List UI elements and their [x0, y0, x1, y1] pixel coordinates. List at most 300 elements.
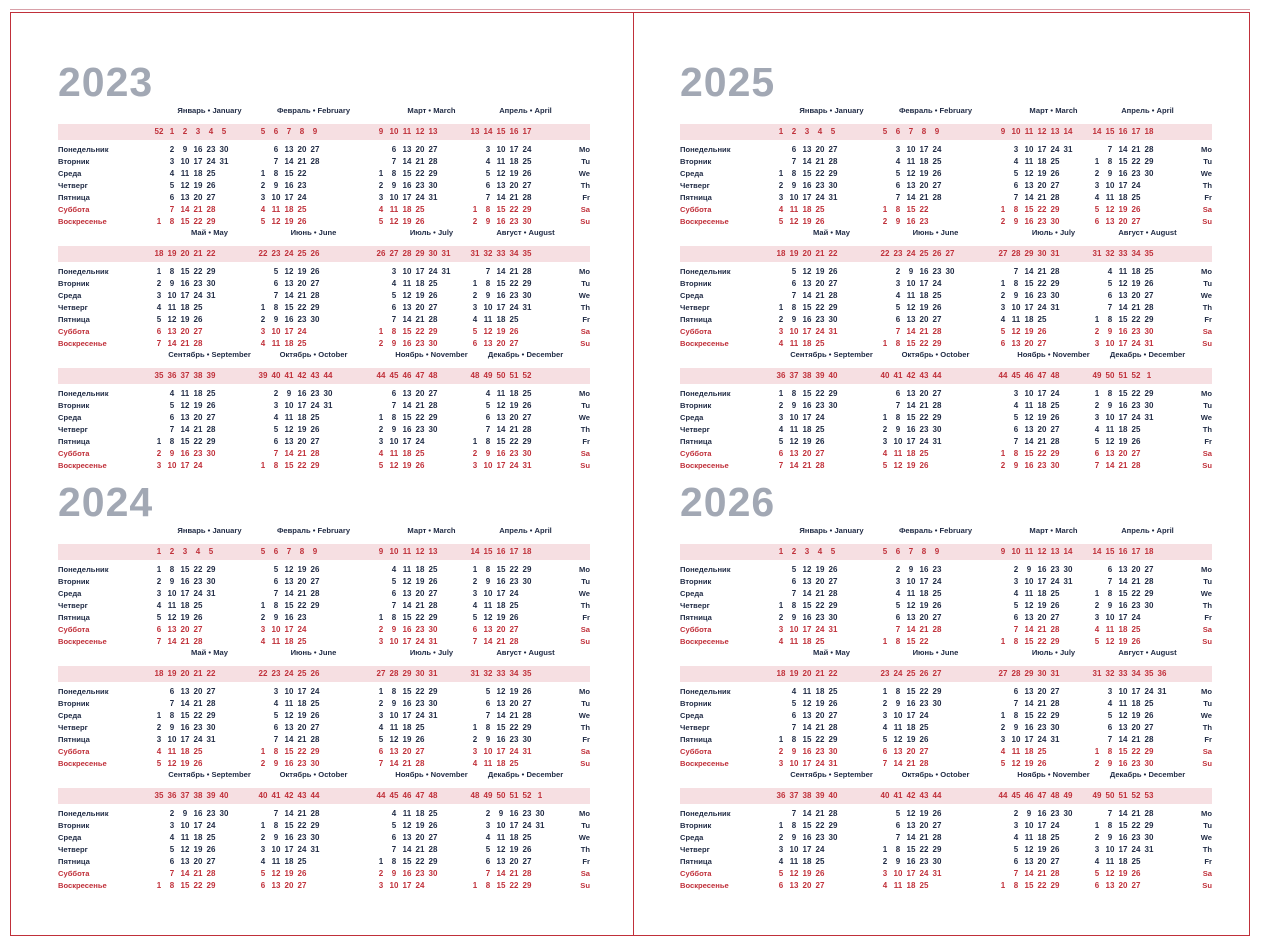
month-title: Октябрь • October: [901, 350, 970, 359]
day-cell: 29: [828, 169, 838, 178]
day-cell: 29: [522, 723, 532, 732]
day-cell: 11: [496, 389, 506, 398]
week-number: 1: [169, 127, 175, 136]
day-cell: 21: [919, 327, 929, 336]
day-cell: 29: [932, 339, 942, 348]
week-number: 38: [802, 791, 812, 800]
day-cell: 27: [522, 857, 532, 866]
week-number: 26: [376, 249, 386, 258]
day-cell: 3: [1094, 613, 1100, 622]
day-cell: 17: [402, 881, 412, 890]
day-cell: 20: [1024, 339, 1034, 348]
day-cell: 2: [378, 869, 384, 878]
day-cell: 21: [1131, 809, 1141, 818]
day-cell: 23: [509, 577, 519, 586]
weekday-abbr: Mo: [579, 565, 590, 574]
day-cell: 22: [1131, 821, 1141, 830]
day-cell: 26: [1050, 601, 1060, 610]
day-cell: 24: [1050, 577, 1060, 586]
weekday-abbr: Sa: [580, 449, 590, 458]
day-cell: 24: [509, 747, 519, 756]
day-cell: 18: [193, 389, 203, 398]
day-cell: 22: [297, 747, 307, 756]
day-cell: 26: [1131, 205, 1141, 214]
day-cell: 4: [882, 449, 888, 458]
day-cell: 18: [1118, 193, 1128, 202]
week-number: 28: [1011, 669, 1021, 678]
week-number: 44: [998, 791, 1008, 800]
week-numbers: [153, 124, 266, 140]
day-cell: 21: [297, 589, 307, 598]
day-cell: 22: [509, 205, 519, 214]
day-cell: 17: [180, 735, 190, 744]
year-block-2024: [58, 480, 593, 900]
day-cell: 6: [895, 821, 901, 830]
day-cell: 16: [193, 809, 203, 818]
day-cell: 25: [297, 339, 307, 348]
day-cell: 20: [509, 857, 519, 866]
day-cell: 16: [802, 181, 812, 190]
day-cell: 29: [310, 461, 320, 470]
day-cell: 1: [1000, 449, 1006, 458]
day-cell: 24: [310, 401, 320, 410]
day-cell: 10: [1011, 303, 1021, 312]
day-cell: 30: [1144, 833, 1154, 842]
day-cell: 17: [1118, 845, 1128, 854]
day-cell: 2: [1000, 217, 1006, 226]
week-number: 21: [815, 249, 825, 258]
day-cell: 18: [509, 157, 519, 166]
day-cell: 10: [389, 881, 399, 890]
day-cell: 15: [496, 205, 506, 214]
day-cell: 16: [919, 565, 929, 574]
week-number: 24: [893, 669, 903, 678]
day-cell: 14: [802, 589, 812, 598]
day-cell: 30: [522, 291, 532, 300]
day-cell: 26: [1050, 169, 1060, 178]
day-cell: 29: [1050, 279, 1060, 288]
day-cell: 6: [169, 687, 175, 696]
day-cell: 22: [509, 565, 519, 574]
week-number: 31: [428, 669, 438, 678]
day-cell: 12: [893, 735, 903, 744]
day-cell: 30: [1063, 809, 1073, 818]
week-number: 40: [828, 371, 838, 380]
weekday-label: Суббота: [58, 449, 90, 458]
day-cell: 8: [1107, 157, 1113, 166]
day-cell: 31: [441, 267, 451, 276]
day-cell: 28: [522, 267, 532, 276]
day-cell: 1: [1094, 389, 1100, 398]
day-cell: 30: [206, 723, 216, 732]
day-cell: 6: [1107, 565, 1113, 574]
day-cell: 18: [802, 857, 812, 866]
day-cell: 2: [882, 425, 888, 434]
day-cell: 19: [180, 315, 190, 324]
day-cell: 23: [509, 735, 519, 744]
day-cell: 14: [496, 267, 506, 276]
day-cell: 28: [415, 759, 425, 768]
day-cell: 7: [169, 205, 175, 214]
day-cell: 25: [193, 303, 203, 312]
day-cell: 24: [415, 711, 425, 720]
day-cell: 12: [789, 437, 799, 446]
day-cell: 31: [206, 291, 216, 300]
week-numbers: [775, 544, 888, 560]
day-cell: 11: [483, 759, 493, 768]
weekday-label: Среда: [680, 169, 704, 178]
day-cell: 5: [791, 267, 797, 276]
day-cell: 14: [402, 157, 412, 166]
day-cell: 2: [1013, 565, 1019, 574]
day-cell: 18: [906, 881, 916, 890]
day-cell: 29: [522, 279, 532, 288]
day-cell: 10: [402, 267, 412, 276]
day-cell: 10: [483, 303, 493, 312]
day-cell: 17: [1118, 339, 1128, 348]
day-cell: 19: [919, 169, 929, 178]
day-cell: 17: [284, 845, 294, 854]
week-number: 17: [1131, 547, 1141, 556]
week-number: 14: [1092, 127, 1102, 136]
week-number: 6: [273, 547, 279, 556]
day-cell: 1: [156, 881, 162, 890]
day-cell: 24: [193, 589, 203, 598]
day-cell: 31: [932, 869, 942, 878]
day-cell: 6: [1013, 857, 1019, 866]
weekday-abbr: Tu: [581, 577, 590, 586]
day-cell: 5: [1013, 413, 1019, 422]
day-cell: 13: [906, 821, 916, 830]
week-number: 19: [167, 669, 177, 678]
week-numbers: [1091, 368, 1204, 384]
day-cell: 5: [791, 565, 797, 574]
day-cell: 29: [1050, 205, 1060, 214]
day-cell: 13: [1024, 425, 1034, 434]
day-cell: 16: [496, 735, 506, 744]
day-cell: 18: [919, 157, 929, 166]
day-cell: 13: [1118, 291, 1128, 300]
day-cell: 17: [284, 193, 294, 202]
day-cell: 18: [180, 601, 190, 610]
weekday-labels-en: [558, 686, 590, 770]
day-cell: 20: [402, 747, 412, 756]
weekday-label: Пятница: [680, 613, 712, 622]
weekday-label: Понедельник: [680, 389, 731, 398]
day-cell: 9: [1107, 169, 1113, 178]
weekday-abbr: We: [1200, 413, 1212, 422]
week-number: 5: [882, 547, 888, 556]
day-cell: 18: [906, 723, 916, 732]
day-cell: 17: [415, 267, 425, 276]
month-title: Август • August: [496, 228, 555, 237]
day-cell: 17: [180, 461, 190, 470]
day-cell: 4: [1094, 625, 1100, 634]
day-cell: 10: [1011, 735, 1021, 744]
day-cell: 21: [815, 809, 825, 818]
day-cell: 6: [391, 389, 397, 398]
month-title: Февраль • February: [898, 526, 973, 535]
day-cell: 10: [1105, 339, 1115, 348]
weekday-label: Пятница: [680, 193, 712, 202]
week-number: 10: [389, 127, 399, 136]
day-cell: 12: [802, 699, 812, 708]
day-cell: 27: [428, 389, 438, 398]
day-cell: 17: [802, 327, 812, 336]
day-cell: 19: [919, 601, 929, 610]
day-cell: 8: [391, 857, 397, 866]
day-cell: 15: [496, 723, 506, 732]
week-number: 49: [1063, 791, 1073, 800]
day-cell: 18: [1118, 625, 1128, 634]
day-cell: 12: [167, 315, 177, 324]
year-block-2025: [680, 60, 1215, 480]
day-cell: 21: [509, 711, 519, 720]
day-cell: 6: [895, 613, 901, 622]
day-cell: 8: [1013, 711, 1019, 720]
day-cell: 20: [919, 181, 929, 190]
day-cell: 5: [391, 577, 397, 586]
day-cell: 23: [297, 613, 307, 622]
day-cell: 19: [402, 461, 412, 470]
weekday-label: Среда: [680, 833, 704, 842]
day-cell: 13: [802, 711, 812, 720]
month-title: Апрель • April: [499, 526, 552, 535]
day-cell: 25: [310, 413, 320, 422]
day-cell: 11: [906, 291, 916, 300]
day-cell: 19: [1037, 413, 1047, 422]
day-cell: 14: [180, 869, 190, 878]
day-cell: 29: [932, 687, 942, 696]
week-numbers: [153, 666, 266, 682]
day-cell: 12: [1105, 205, 1115, 214]
day-cell: 27: [428, 589, 438, 598]
day-cell: 30: [428, 869, 438, 878]
day-cell: 24: [919, 869, 929, 878]
day-cell: 19: [1118, 637, 1128, 646]
day-cell: 8: [391, 687, 397, 696]
day-cell: 14: [167, 637, 177, 646]
day-cell: 27: [1144, 291, 1154, 300]
day-cell: 4: [378, 723, 384, 732]
day-cell: 11: [893, 449, 903, 458]
day-cell: 15: [802, 735, 812, 744]
day-cell: 15: [1024, 711, 1034, 720]
day-cell: 2: [472, 577, 478, 586]
week-number: 9: [312, 127, 318, 136]
week-number: 27: [945, 249, 955, 258]
year-title: 2023: [58, 59, 154, 105]
day-cell: 9: [1107, 833, 1113, 842]
week-number: 23: [880, 669, 890, 678]
week-number: 21: [193, 249, 203, 258]
day-cell: 21: [415, 157, 425, 166]
day-cell: 16: [180, 577, 190, 586]
day-cell: 1: [1000, 205, 1006, 214]
week-numbers: [879, 666, 992, 682]
day-cell: 10: [789, 413, 799, 422]
day-cell: 15: [1118, 157, 1128, 166]
weekday-labels-ru: [58, 686, 109, 770]
day-cell: 28: [522, 193, 532, 202]
day-cell: 25: [193, 601, 203, 610]
day-cell: 14: [496, 193, 506, 202]
day-cell: 14: [1118, 809, 1128, 818]
day-cell: 2: [378, 181, 384, 190]
day-cell: 9: [485, 577, 491, 586]
day-cell: 23: [932, 267, 942, 276]
day-cell: 24: [919, 711, 929, 720]
month-title: Сентябрь • September: [168, 770, 251, 779]
day-cell: 24: [206, 157, 216, 166]
week-number: 26: [310, 669, 320, 678]
day-cell: 27: [1050, 857, 1060, 866]
week-number: 1: [156, 547, 162, 556]
day-cell: 2: [1094, 833, 1100, 842]
day-cell: 10: [284, 401, 294, 410]
day-cell: 24: [297, 625, 307, 634]
day-cell: 1: [778, 389, 784, 398]
day-cell: 24: [1131, 181, 1141, 190]
week-number: 10: [1011, 547, 1021, 556]
day-cell: 19: [193, 401, 203, 410]
day-cell: 6: [1013, 425, 1019, 434]
day-cell: 13: [1105, 449, 1115, 458]
week-number: 7: [286, 547, 292, 556]
day-cell: 22: [193, 565, 203, 574]
day-cell: 11: [402, 565, 412, 574]
day-cell: 26: [932, 601, 942, 610]
day-cell: 18: [402, 723, 412, 732]
day-cell: 11: [284, 413, 294, 422]
day-cell: 27: [1144, 565, 1154, 574]
day-cell: 1: [882, 637, 888, 646]
day-cell: 3: [882, 869, 888, 878]
day-cell: 19: [802, 869, 812, 878]
day-cell: 4: [1000, 315, 1006, 324]
month-title: Март • March: [1029, 526, 1078, 535]
day-cell: 12: [1118, 279, 1128, 288]
weekday-abbr: Su: [580, 637, 590, 646]
day-cell: 4: [778, 637, 784, 646]
month-title: Март • March: [1029, 106, 1078, 115]
day-cell: 6: [1094, 881, 1100, 890]
day-cell: 5: [391, 291, 397, 300]
day-cell: 20: [919, 821, 929, 830]
week-number: 19: [167, 249, 177, 258]
day-cell: 16: [180, 723, 190, 732]
day-cell: 26: [1144, 711, 1154, 720]
day-cell: 14: [389, 759, 399, 768]
day-cell: 12: [389, 461, 399, 470]
day-cell: 30: [828, 833, 838, 842]
day-cell: 22: [1131, 589, 1141, 598]
week-number: 22: [206, 249, 216, 258]
day-cell: 27: [310, 437, 320, 446]
day-cell: 5: [1000, 327, 1006, 336]
day-cell: 31: [206, 735, 216, 744]
day-cell: 16: [496, 291, 506, 300]
day-cell: 13: [496, 181, 506, 190]
weekday-label: Понедельник: [680, 267, 731, 276]
day-cell: 11: [180, 389, 190, 398]
month-title: Октябрь • October: [279, 770, 348, 779]
day-cell: 17: [496, 747, 506, 756]
day-cell: 22: [919, 413, 929, 422]
day-cell: 2: [156, 577, 162, 586]
weekday-label: Вторник: [680, 577, 712, 586]
day-cell: 1: [378, 327, 384, 336]
day-cell: 10: [789, 327, 799, 336]
day-cell: 13: [402, 145, 412, 154]
day-cell: 17: [402, 711, 412, 720]
month-title: Май • May: [191, 648, 228, 657]
week-number: 7: [286, 127, 292, 136]
day-cell: 8: [391, 327, 397, 336]
day-cell: 18: [284, 857, 294, 866]
day-cell: 3: [895, 577, 901, 586]
month-title: Сентябрь • September: [790, 770, 873, 779]
weekday-label: Воскресенье: [58, 637, 107, 646]
day-cell: 30: [828, 613, 838, 622]
day-cell: 30: [1050, 217, 1060, 226]
day-cell: 1: [778, 601, 784, 610]
day-cell: 27: [1131, 881, 1141, 890]
day-cell: 7: [378, 759, 384, 768]
day-cell: 22: [1131, 157, 1141, 166]
day-cell: 28: [1050, 267, 1060, 276]
day-cell: 13: [802, 145, 812, 154]
weekday-abbr: Tu: [581, 699, 590, 708]
weekday-label: Суббота: [58, 625, 90, 634]
day-cell: 22: [509, 723, 519, 732]
day-cell: 21: [402, 759, 412, 768]
day-cell: 2: [1000, 461, 1006, 470]
day-cell: 8: [791, 169, 797, 178]
day-cell: 15: [180, 881, 190, 890]
day-cell: 13: [1118, 723, 1128, 732]
day-cell: 9: [1026, 565, 1032, 574]
day-cell: 19: [919, 303, 929, 312]
week-number: 34: [509, 249, 519, 258]
day-cell: 28: [310, 291, 320, 300]
weekday-label: Воскресенье: [680, 339, 729, 348]
day-cell: 20: [1037, 181, 1047, 190]
day-cell: 20: [193, 193, 203, 202]
weekday-labels-ru: [58, 388, 109, 472]
day-cell: 30: [828, 401, 838, 410]
year-title: 2026: [680, 479, 776, 525]
day-cell: 1: [260, 747, 266, 756]
week-number: 3: [804, 127, 810, 136]
week-number: 52: [154, 127, 164, 136]
day-cell: 4: [1013, 157, 1019, 166]
week-numbers: [775, 124, 888, 140]
day-cell: 24: [919, 437, 929, 446]
weekday-labels-ru: [58, 808, 109, 892]
week-numbers: [1091, 788, 1204, 804]
year-block-2026: [680, 480, 1215, 900]
day-cell: 11: [1024, 589, 1034, 598]
day-cell: 27: [1050, 687, 1060, 696]
day-cell: 21: [496, 637, 506, 646]
weekday-label: Вторник: [58, 821, 90, 830]
day-cell: 1: [1094, 589, 1100, 598]
day-cell: 18: [284, 637, 294, 646]
day-cell: 1: [778, 735, 784, 744]
week-number: 18: [154, 249, 164, 258]
weekday-label: Пятница: [58, 857, 90, 866]
